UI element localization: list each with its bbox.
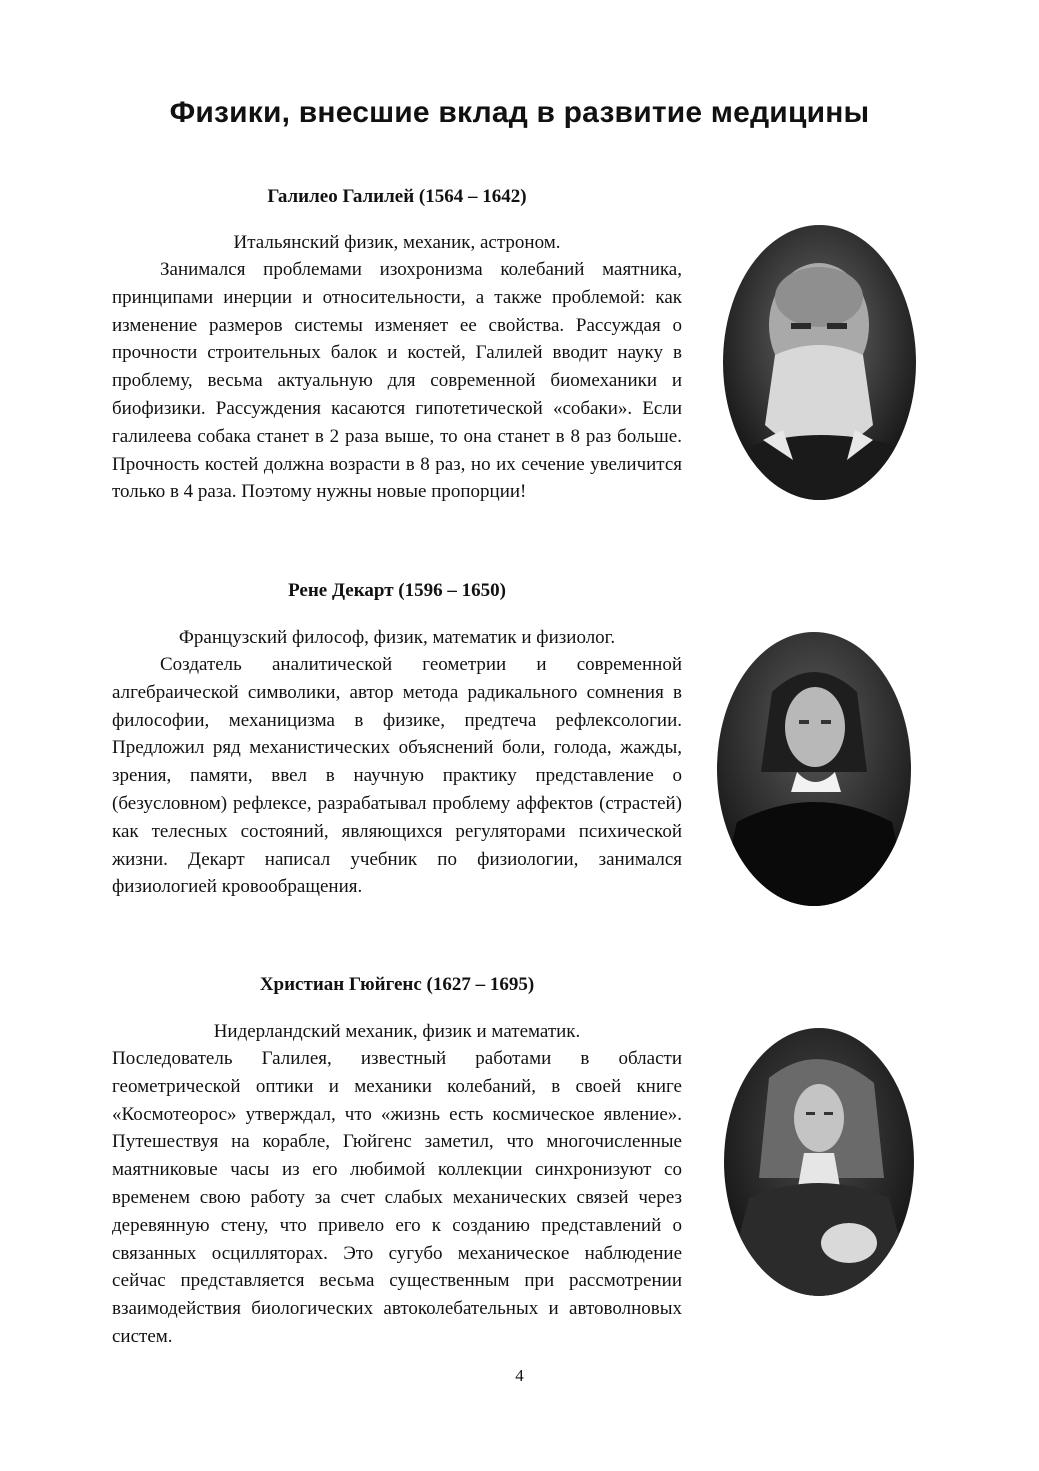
page-number: 4 (515, 1366, 524, 1385)
portrait-huygens-image (724, 1028, 914, 1296)
section-intro-huygens: Нидерландский механик, физик и математик. (213, 1021, 581, 1042)
section-heading-galileo: Галилео Галилей (1564 – 1642) (267, 186, 527, 207)
section-heading-huygens: Христиан Гюйгенс (1627 – 1695) (259, 974, 535, 995)
section-bio-descartes: Создатель аналитической геометрии и современной алгебраической символики, автор метода радикального сомнения в философии, механицизма в физике, предтеча рефлексологии. Предложил ряд механистических объяснений боли, голода, жажды, зрения, памяти, ввел в научную практику представление о (безусловном) рефлексе, разрабатывал проблему аффектов (страстей) как телесных состояний, являющихся регуляторами психической жизни. Декарт написал учебник по физиологии, занимался физиологией кровообращения. (112, 654, 682, 898)
portrait-descartes-image (717, 632, 911, 906)
section-heading-descartes: Рене Декарт (1596 – 1650) (288, 580, 506, 601)
page-title: Физики, внесшие вклад в развитие медицины (169, 96, 870, 129)
section-bio-galileo: Занимался проблемами изохронизма колебаний маятника, принципами инерции и относительности, а также проблемой: как изменение размеров системы изменяет ее свойства. Рассуждая о прочности строительных балок и костей, Галилей вводит науку в проблему, весьма актуальную для современной биомеханики и биофизики. Рассуждения касаются гипотетической «собаки». Если галилеева собака станет в 2 раза выше, то она станет в 8 раз больше. Прочность костей должна возрасти в 8 раз, но их сечение увеличится только в 4 раза. Поэтому нужны новые пропорции! (112, 259, 682, 503)
section-bio-huygens: Последователь Галилея, известный работами в области геометрической оптики и механики колебаний, в своей книге «Космотеорос» утверждал, что «жизнь есть космическое явление». Путешествуя на корабле, Гюйгенс заметил, что многочисленные маятниковые часы из его любимой коллекции синхронизуют со временем свою работу за счет слабых механических связей через деревянную стену, что привело его к созданию представлений о связанных осцилляторах. Это сугубо механическое наблюдение сейчас представляется весьма существенным при рассмотрении взаимодействия биологических автоколебательных и автоволновых систем. (112, 1048, 682, 1347)
portrait-galileo-image (723, 225, 916, 500)
section-intro-descartes: Французский философ, физик, математик и физиолог. (178, 627, 616, 648)
section-intro-galileo: Итальянский физик, механик, астроном. (233, 232, 561, 253)
